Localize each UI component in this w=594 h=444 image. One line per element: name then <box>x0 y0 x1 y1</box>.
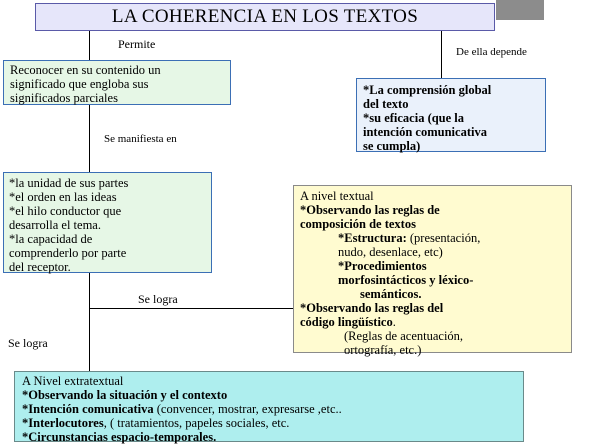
extratextual-rest: , ( tratamientos, papeles sociales, etc. <box>103 416 290 430</box>
manifiesta-line: comprenderlo por parte <box>9 246 127 260</box>
connector-title-to-reconocer <box>89 31 90 61</box>
textual-line: ortografía, etc.) <box>344 343 422 357</box>
box-nivel-extratextual <box>14 371 524 442</box>
label-se-logra-textual: Se logra <box>138 292 178 306</box>
manifiesta-line: desarrolla el tema. <box>9 218 101 232</box>
diagram-title: LA COHERENCIA EN LOS TEXTOS <box>111 6 419 27</box>
depende-line: del texto <box>363 97 409 111</box>
textual-line: composición de textos <box>300 217 416 231</box>
extratextual-heading: A Nivel extratextual <box>22 374 124 388</box>
reconocer-line: significado que engloba sus <box>10 77 149 91</box>
manifiesta-line: *el orden en las ideas <box>9 190 117 204</box>
textual-line: semánticos. <box>360 287 422 301</box>
connector-reconocer-to-manifiesta <box>89 104 90 172</box>
title-box <box>35 3 495 31</box>
textual-line <box>300 315 565 329</box>
box-reconocer <box>3 60 231 105</box>
depende-line: se cumpla) <box>363 139 421 153</box>
box-nivel-textual <box>293 185 572 357</box>
extratextual-rest: (convencer, mostrar, expresarse ,etc.. <box>153 402 342 416</box>
reconocer-line: Reconocer en su contenido un <box>10 63 161 77</box>
manifiesta-line: *el hilo conductor que <box>9 204 122 218</box>
textual-bold: *Estructura: <box>338 231 407 245</box>
textual-rest: (presentación, <box>406 231 481 245</box>
label-se-logra-extratextual: Se logra <box>8 336 48 350</box>
textual-line: *Procedimientos <box>338 259 427 273</box>
label-se-manifiesta-en: Se manifiesta en <box>104 133 177 145</box>
connector-manifiesta-to-extratextual <box>89 273 90 371</box>
box-de-ella-depende <box>356 78 546 152</box>
corner-bar <box>496 0 544 20</box>
manifiesta-line: del receptor. <box>9 260 71 274</box>
textual-bold: código lingüístico <box>300 315 393 329</box>
box-se-manifiesta <box>3 172 212 273</box>
manifiesta-line: *la unidad de sus partes <box>9 176 129 190</box>
textual-heading: A nivel textual <box>300 189 374 203</box>
manifiesta-line: *la capacidad de <box>9 232 93 246</box>
textual-line <box>300 231 565 245</box>
extratextual-line: *Circunstancias espacio-temporales. <box>22 430 217 444</box>
depende-line: *La comprensión global <box>363 83 492 97</box>
textual-line: *Observando las reglas del <box>300 301 444 315</box>
depende-line: *su eficacia (que la <box>363 111 465 125</box>
extratextual-line <box>22 402 516 416</box>
textual-line: *Observando las reglas de <box>300 203 440 217</box>
textual-line: morfosintácticos y léxico- <box>338 273 474 287</box>
reconocer-line: significados parciales <box>10 91 118 105</box>
extratextual-bold: *Intención comunicativa <box>22 402 154 416</box>
extratextual-line: *Observando la situación y el contexto <box>22 388 228 402</box>
textual-line: (Reglas de acentuación, <box>344 329 464 343</box>
textual-line: nudo, desenlace, etc) <box>338 245 443 259</box>
connector-title-to-depende <box>441 31 442 79</box>
label-de-ella-depende: De ella depende <box>456 46 527 58</box>
extratextual-bold: *Interlocutores <box>22 416 104 430</box>
connector-to-textual <box>89 308 293 309</box>
depende-line: intención comunicativa <box>363 125 487 139</box>
extratextual-line <box>22 416 516 430</box>
textual-rest: . <box>392 315 396 329</box>
label-permite: Permite <box>118 37 156 51</box>
